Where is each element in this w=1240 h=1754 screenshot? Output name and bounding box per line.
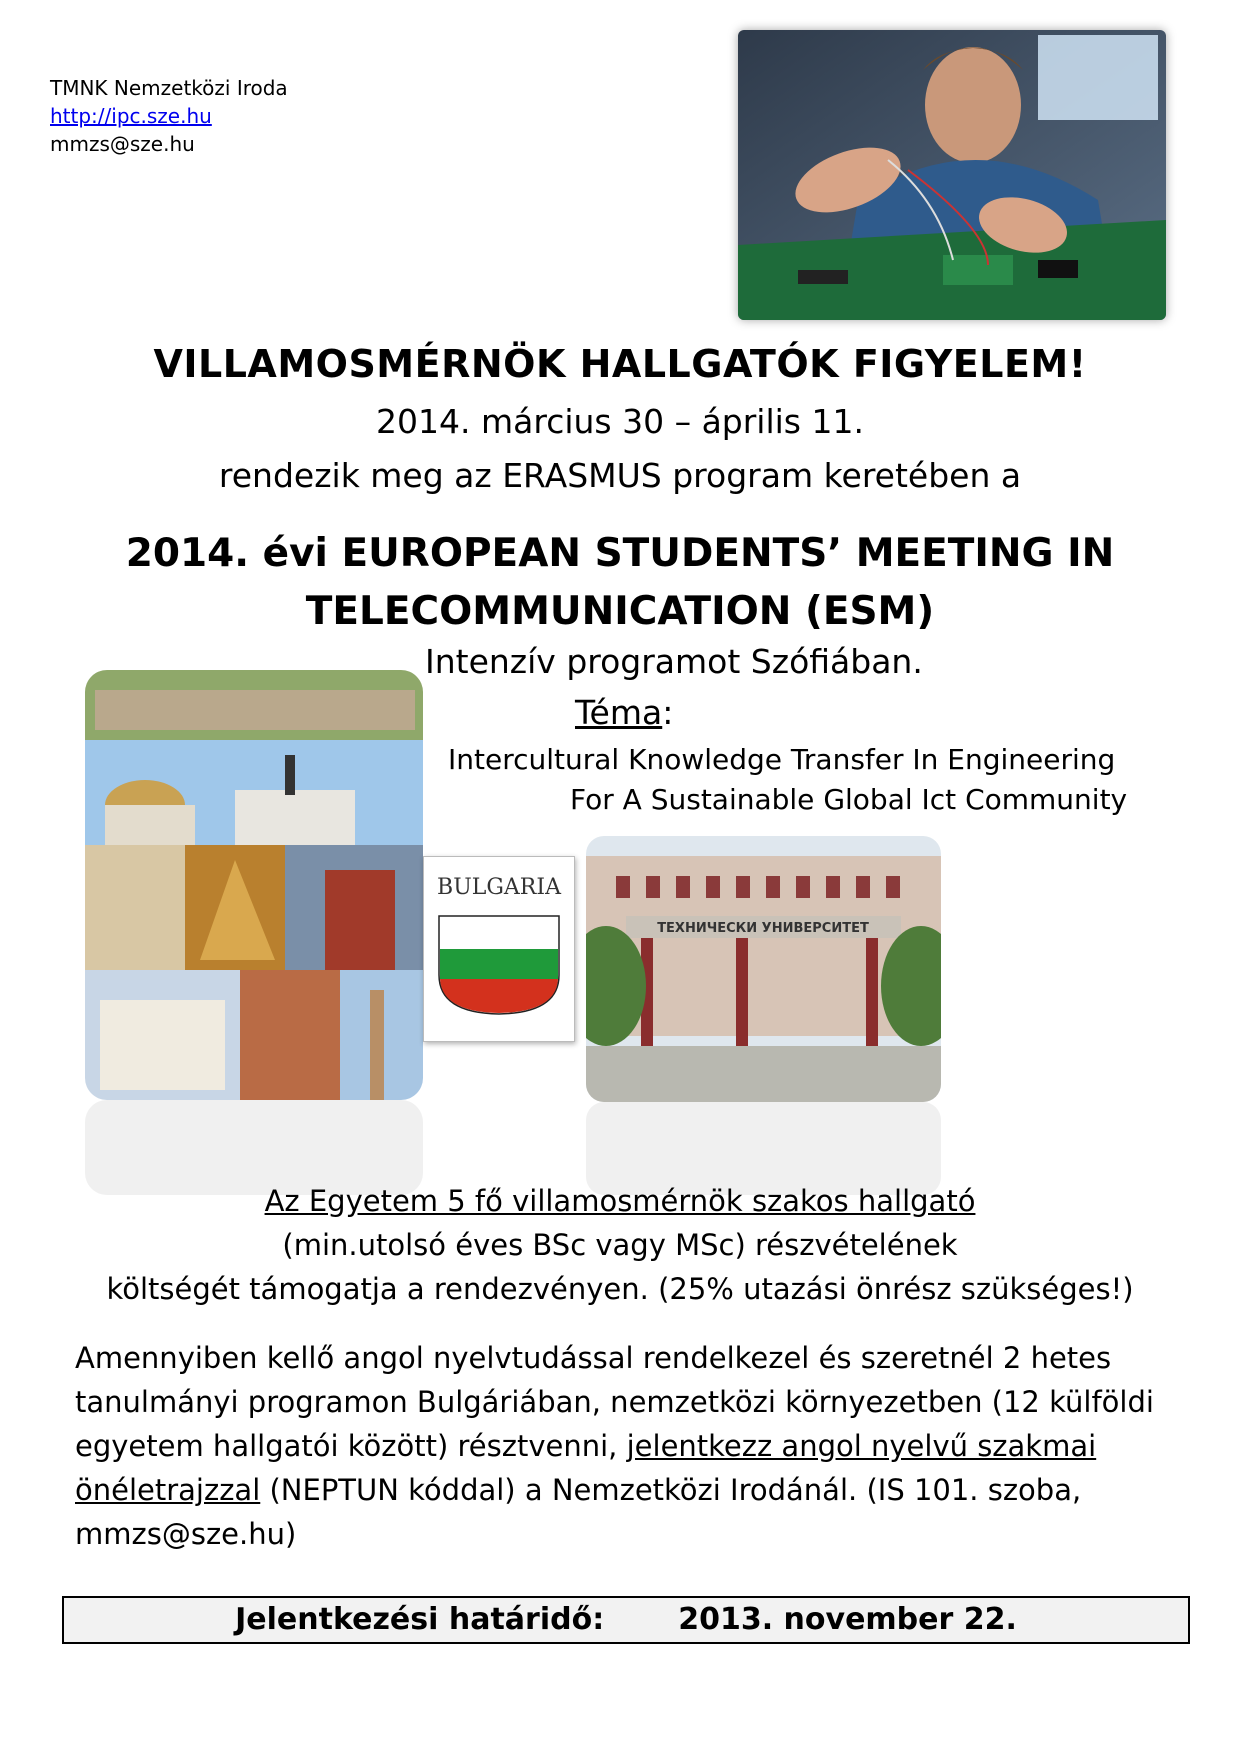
support-line2: (min.utolsó éves BSc vagy MSc) részvételének xyxy=(282,1228,958,1262)
support-line1-text: Az Egyetem 5 fő villamosmérnök szakos hallgató xyxy=(264,1184,976,1218)
website-link[interactable]: http://ipc.sze.hu xyxy=(50,104,212,128)
technical-university-photo xyxy=(586,836,941,1102)
deadline-date: 2013. november 22. xyxy=(678,1602,1017,1637)
topic-heading xyxy=(575,693,673,732)
application-paragraph xyxy=(75,1336,1155,1556)
office-name: TMNK Nemzetközi Iroda xyxy=(50,76,288,100)
topic-colon: : xyxy=(662,693,674,732)
contact-block xyxy=(50,74,288,158)
engineer-photo xyxy=(738,30,1166,320)
flag-label: BULGARIA xyxy=(437,875,561,900)
esm-title xyxy=(0,525,1240,641)
esm-title-line2: TELECOMMUNICATION (ESM) xyxy=(305,589,935,634)
bulgaria-shield-icon xyxy=(438,915,560,1015)
paragraph-part2: (NEPTUN kóddal) a Nemzetközi Irodánál. (IS 101. szoba, mmzs@sze.hu) xyxy=(75,1473,1082,1551)
esm-title-line1: 2014. évi EUROPEAN STUDENTS’ MEETING IN xyxy=(125,531,1115,576)
deadline-box xyxy=(62,1596,1190,1644)
bulgaria-flag-card xyxy=(423,856,575,1042)
paragraph-part1: Amennyiben kellő angol nyelvtudással rendelkezel és szeretnél 2 hetes tanulmányi programon Bulgáriában, nemzetközi környezetben (12 külföldi egyetem hallgatói között) résztvenni, xyxy=(75,1341,1154,1463)
support-line3: költségét támogatja a rendezvényen. (25% utazási önrész szükséges!) xyxy=(106,1272,1134,1306)
page-headline: VILLAMOSMÉRNÖK HALLGATÓK FIGYELEM! xyxy=(153,342,1087,386)
intensive-program: Intenzív programot Szófiában. xyxy=(425,642,923,681)
topic-label: Téma xyxy=(575,693,663,732)
deadline-label: Jelentkezési határidő: xyxy=(235,1602,605,1637)
topic-line1: Intercultural Knowledge Transfer In Engineering xyxy=(448,743,1116,776)
sofia-collage-image xyxy=(85,670,423,1100)
topic-line2: For A Sustainable Global Ict Community xyxy=(570,783,1128,816)
event-dates: 2014. március 30 – április 11. xyxy=(376,402,864,441)
support-line1 xyxy=(0,1184,1240,1218)
university-reflection xyxy=(586,1102,941,1195)
contact-email: mmzs@sze.hu xyxy=(50,132,195,156)
paragraph-cv-instruction: jelentkezz angol nyelvű szakmai önéletrajzzal xyxy=(75,1429,1097,1507)
organize-line: rendezik meg az ERASMUS program keretében a xyxy=(218,456,1022,495)
university-sign-text: ТЕХНИЧЕСКИ УНИВЕРСИТЕТ xyxy=(657,921,869,936)
collage-reflection xyxy=(85,1100,423,1195)
